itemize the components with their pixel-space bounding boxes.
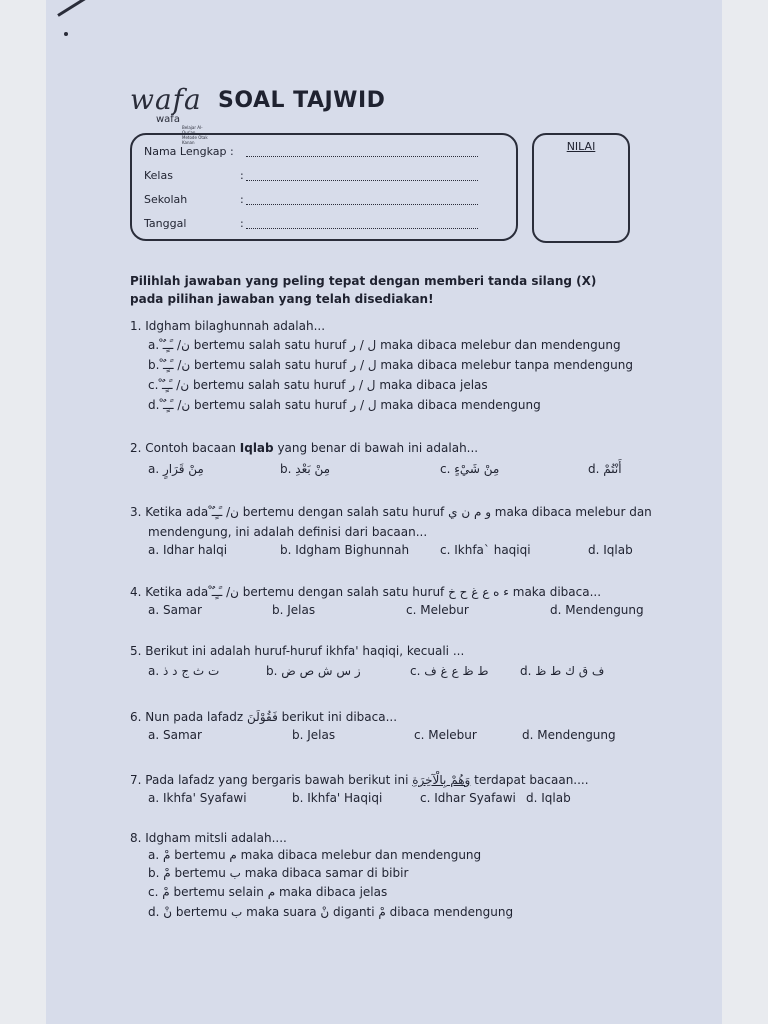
question-6: 6. Nun pada lafadz فَقُوْلَنَ berikut ini dibaca... — [130, 710, 398, 724]
logo-subtext: wafa — [156, 114, 180, 125]
q5-option-c[interactable]: c. ط ظ ع غ ف — [410, 664, 489, 678]
field-line[interactable] — [246, 180, 478, 181]
field-class[interactable]: Kelas : — [144, 169, 173, 182]
question-text: 1. Idgham bilaghunnah adalah... — [130, 319, 326, 333]
field-line[interactable] — [246, 156, 478, 157]
q4-option-b[interactable]: b. Jelas — [272, 603, 316, 617]
q5-option-a[interactable]: a. ت ث ج د ذ — [148, 664, 220, 678]
question-8: 8. Idgham mitsli adalah.... — [130, 831, 287, 845]
q2-option-c[interactable]: c. مِنْ شَيْءٍ — [440, 462, 500, 476]
field-label: Tanggal — [144, 217, 187, 230]
q8-option-b[interactable]: b. مْ bertemu ب maka dibaca samar di bibir — [148, 866, 409, 880]
q1-option-a[interactable]: a. ْن/ ـًـٍـٌ bertemu salah satu huruf ل / ر maka dibaca melebur dan mendengung — [148, 338, 621, 352]
field-label: Nama Lengkap : — [144, 145, 234, 158]
q2-option-a[interactable]: a. مِنْ قَرَارٍ — [148, 462, 204, 476]
q2-option-b[interactable]: b. مِنْ بَعْدِ — [280, 462, 331, 476]
logo-wordmark: wafa — [130, 83, 202, 116]
q6-option-c[interactable]: c. Melebur — [414, 728, 477, 742]
field-date[interactable]: Tanggal : — [144, 217, 186, 230]
q3-option-c[interactable]: c. Ikhfa` haqiqi — [440, 543, 531, 557]
score-box[interactable] — [532, 133, 630, 243]
q1-option-c[interactable]: c. ْن/ ـًـٍـٌ bertemu salah satu huruf ل / ر maka dibaca jelas — [148, 378, 488, 392]
logo-tagline: Belajar Al-Qur'an Metode Otak Kanan — [182, 125, 208, 145]
lafadz-arabic: فَقُوْلَنَ — [247, 710, 278, 724]
score-label: NILAI — [566, 140, 596, 153]
q3-option-b[interactable]: b. Idgham Bighunnah — [280, 543, 410, 557]
q7-option-a[interactable]: a. Ikhfa' Syafawi — [148, 791, 247, 805]
q4-option-c[interactable]: c. Melebur — [406, 603, 469, 617]
q8-option-c[interactable]: c. مْ bertemu selain م maka dibaca jelas — [148, 885, 388, 899]
field-line[interactable] — [246, 228, 478, 229]
field-school[interactable]: Sekolah : — [144, 193, 187, 206]
q7-option-d[interactable]: d. Iqlab — [526, 791, 571, 805]
question-3: 3. Ketika ada ْن/ ـًـٍـٌ bertemu dengan salah satu huruf و م ن ي maka dibaca melebur dan mendengung, ini adalah definisi dari bacaan... — [130, 505, 652, 539]
q7-option-b[interactable]: b. Ikhfa' Haqiqi — [292, 791, 383, 805]
question-4: 4. Ketika ada ْن/ ـًـٍـٌ bertemu dengan salah satu huruf ء ه ع غ ح خ maka dibaca... — [130, 585, 602, 599]
q7-option-c[interactable]: c. Idhar Syafawi — [420, 791, 516, 805]
page-title: SOAL TAJWID — [218, 88, 386, 113]
q6-option-b[interactable]: b. Jelas — [292, 728, 336, 742]
field-line[interactable] — [246, 204, 478, 205]
keyword-iqlab: Iqlab — [239, 441, 274, 455]
q4-option-a[interactable]: a. Samar — [148, 603, 202, 617]
pen-dot — [64, 32, 68, 36]
instruction-text: Pilihlah jawaban yang peling tepat dengan memberi tanda silang (X) pada pilihan jawaban yang telah disediakan! — [130, 274, 597, 306]
q1-option-d[interactable]: d. ْن/ ـًـٍـٌ bertemu salah satu huruf ل / ر maka dibaca mendengung — [148, 398, 541, 412]
q8-option-d[interactable]: d. نْ bertemu ب maka suara نْ diganti مْ dibaca mendengung — [148, 905, 514, 919]
question-2: 2. Contoh bacaan Iqlab yang benar di bawah ini adalah... — [130, 441, 479, 455]
question-7: 7. Pada lafadz yang bergaris bawah berikut ini وَهُمْ بِالْآخِرَةِ terdapat bacaan.... — [130, 773, 589, 787]
q6-option-d[interactable]: d. Mendengung — [522, 728, 616, 742]
field-name[interactable] — [144, 145, 234, 158]
q3-option-d[interactable]: d. Iqlab — [588, 543, 633, 557]
q1-option-b[interactable]: b. ْن/ ـًـٍـٌ bertemu salah satu huruf ل / ر maka dibaca melebur tanpa mendengung — [148, 358, 633, 372]
question-5: 5. Berikut ini adalah huruf-huruf ikhfa' haqiqi, kecuali ... — [130, 644, 465, 658]
q5-option-d[interactable]: d. ف ق ك ط ظ — [520, 664, 605, 678]
wafa-logo — [130, 83, 210, 145]
lafadz-arabic-underlined: وَهُمْ بِالْآخِرَةِ — [412, 773, 471, 787]
q6-option-a[interactable]: a. Samar — [148, 728, 202, 742]
q4-option-d[interactable]: d. Mendengung — [550, 603, 644, 617]
question-1 — [130, 316, 325, 336]
q5-option-b[interactable]: b. ز س ش ص ض — [266, 664, 361, 678]
identity-form — [130, 133, 518, 241]
q3-option-a[interactable]: a. Idhar halqi — [148, 543, 228, 557]
q8-option-a[interactable]: a. مْ bertemu م maka dibaca melebur dan mendengung — [148, 848, 482, 862]
field-label: Sekolah — [144, 193, 188, 206]
q2-option-d[interactable]: d. أَنْتُمْ — [588, 462, 622, 476]
field-label: Kelas — [144, 169, 173, 182]
